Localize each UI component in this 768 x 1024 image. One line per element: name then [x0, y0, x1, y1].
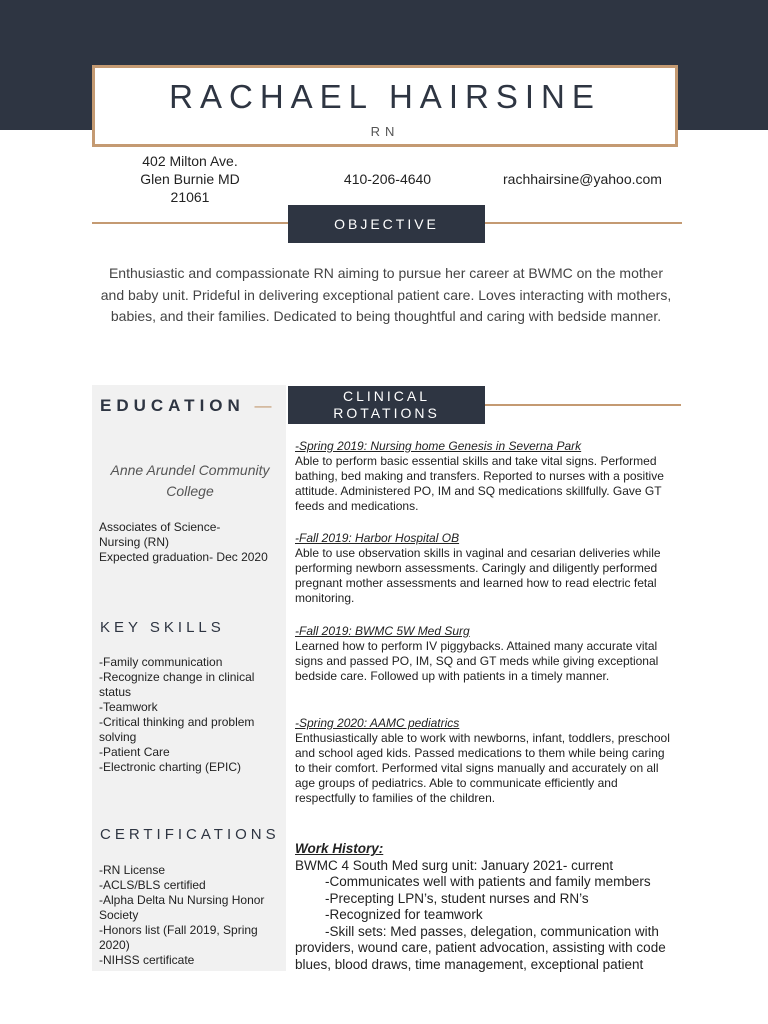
address-line: Glen Burnie MD [140, 171, 240, 187]
rotations-heading-line: ROTATIONS [333, 405, 440, 421]
list-item: -Recognize change in clinical status [99, 670, 255, 699]
rotation-text: Able to use observation skills in vaginal and cesarian deliveries while performing newborn assessments. Caringly and diligently performed pregnant mother assessments and learned how to read electric fetal monitoring. [295, 546, 661, 605]
work-history [295, 841, 685, 973]
list-item: -ACLS/BLS certified [99, 878, 206, 892]
rotation-entry [295, 531, 675, 606]
job-line: BWMC 4 South Med surg unit: January 2021- current [295, 857, 614, 873]
degree-line: Associates of Science- [99, 520, 221, 534]
list-item: -Teamwork [99, 700, 158, 714]
list-item: -Alpha Delta Nu Nursing Honor Society [99, 893, 265, 922]
rotation-title: -Spring 2020: AAMC pediatrics [295, 716, 460, 730]
rotation-title: -Fall 2019: BWMC 5W Med Surg [295, 624, 470, 638]
address [120, 152, 260, 206]
education-heading-label: EDUCATION [100, 396, 245, 415]
list-item: -Precepting LPN’s, student nurses and RN’s [325, 890, 589, 906]
rotation-entry [295, 439, 675, 514]
school-name: Anne Arundel Community College [110, 462, 270, 499]
list-item: -Recognized for teamwork [325, 907, 483, 922]
list-item: -RN License [99, 863, 166, 877]
skill-sets: -Skill sets: Med passes, delegation, communication with providers, wound care, patient advocation, assisting with code blues, blood draws, time management, exceptional patient [295, 923, 666, 972]
list-item: -Communicates well with patients and family members [325, 874, 651, 889]
rotations-rule [485, 404, 681, 406]
degree [99, 520, 284, 565]
list-item: -NIHSS certificate [99, 953, 195, 967]
degree-line: Expected graduation- Dec 2020 [99, 550, 268, 564]
degree-line: Nursing (RN) [99, 535, 170, 549]
list-item: -Honors list (Fall 2019, Spring 2020) [99, 923, 258, 952]
list-item: -Patient Care [99, 745, 170, 759]
rotation-text: Enthusiastically able to work with newborns, infant, toddlers, preschool and school aged kids. Passed medications to them while being caring to their comfort. Performed vital signs manually and accurately on all age groups of pediatrics. Able to communicate efficiently and respectfully to families of the children. [295, 731, 670, 805]
address-line: 402 Milton Ave. [142, 153, 238, 169]
objective-text: Enthusiastic and compassionate RN aiming to pursue her career at BWMC on the mother and baby unit. Prideful in delivering exceptional patient care. Loves interacting with mothers, babies, and their families. Dedicated to being thoughtful and caring with bedside manner. [100, 265, 672, 324]
list-item: -Family communication [99, 655, 223, 669]
rotation-title: -Spring 2019: Nursing home Genesis in Severna Park [295, 439, 582, 453]
list-item: -Critical thinking and problem solving [99, 715, 255, 744]
rotations-heading [288, 386, 485, 424]
rotation-entry [295, 624, 675, 684]
rotation-text: Learned how to perform IV piggybacks. Attained many accurate vital signs and passed PO, IM, SQ and GT meds while giving exceptional bedside care. Followed up with patients in a timely manner. [295, 639, 659, 683]
skills-list [99, 655, 279, 775]
candidate-name: RACHAEL HAIRSINE [169, 78, 601, 115]
address-line: 21061 [170, 189, 210, 205]
heading-dash: — [254, 396, 272, 415]
certifications-list [99, 863, 279, 968]
rotation-text: Able to perform basic essential skills and take vital signs. Performed bathing, bed making and transfers. Reported to nurses with a positive attitude. Administered PO, IM and SQ medications skillfully. Gave GT feeds and medications. [295, 454, 664, 513]
email-address: rachhairsine@yahoo.com [503, 171, 662, 187]
candidate-title: RN [370, 124, 400, 139]
list-item: -Electronic charting (EPIC) [99, 760, 242, 774]
rotation-title: -Fall 2019: Harbor Hospital OB [295, 531, 460, 545]
work-history-heading: Work History: [295, 841, 384, 856]
name-box [92, 65, 678, 147]
rotations-heading-line: CLINICAL [342, 388, 431, 404]
certifications-heading: CERTIFICATIONS [100, 826, 280, 843]
phone-number: 410-206-4640 [343, 171, 432, 187]
objective-heading: OBJECTIVE [288, 205, 485, 243]
education-heading [100, 396, 272, 416]
rotation-entry [295, 716, 675, 806]
skills-heading: KEY SKILLS [100, 619, 225, 636]
